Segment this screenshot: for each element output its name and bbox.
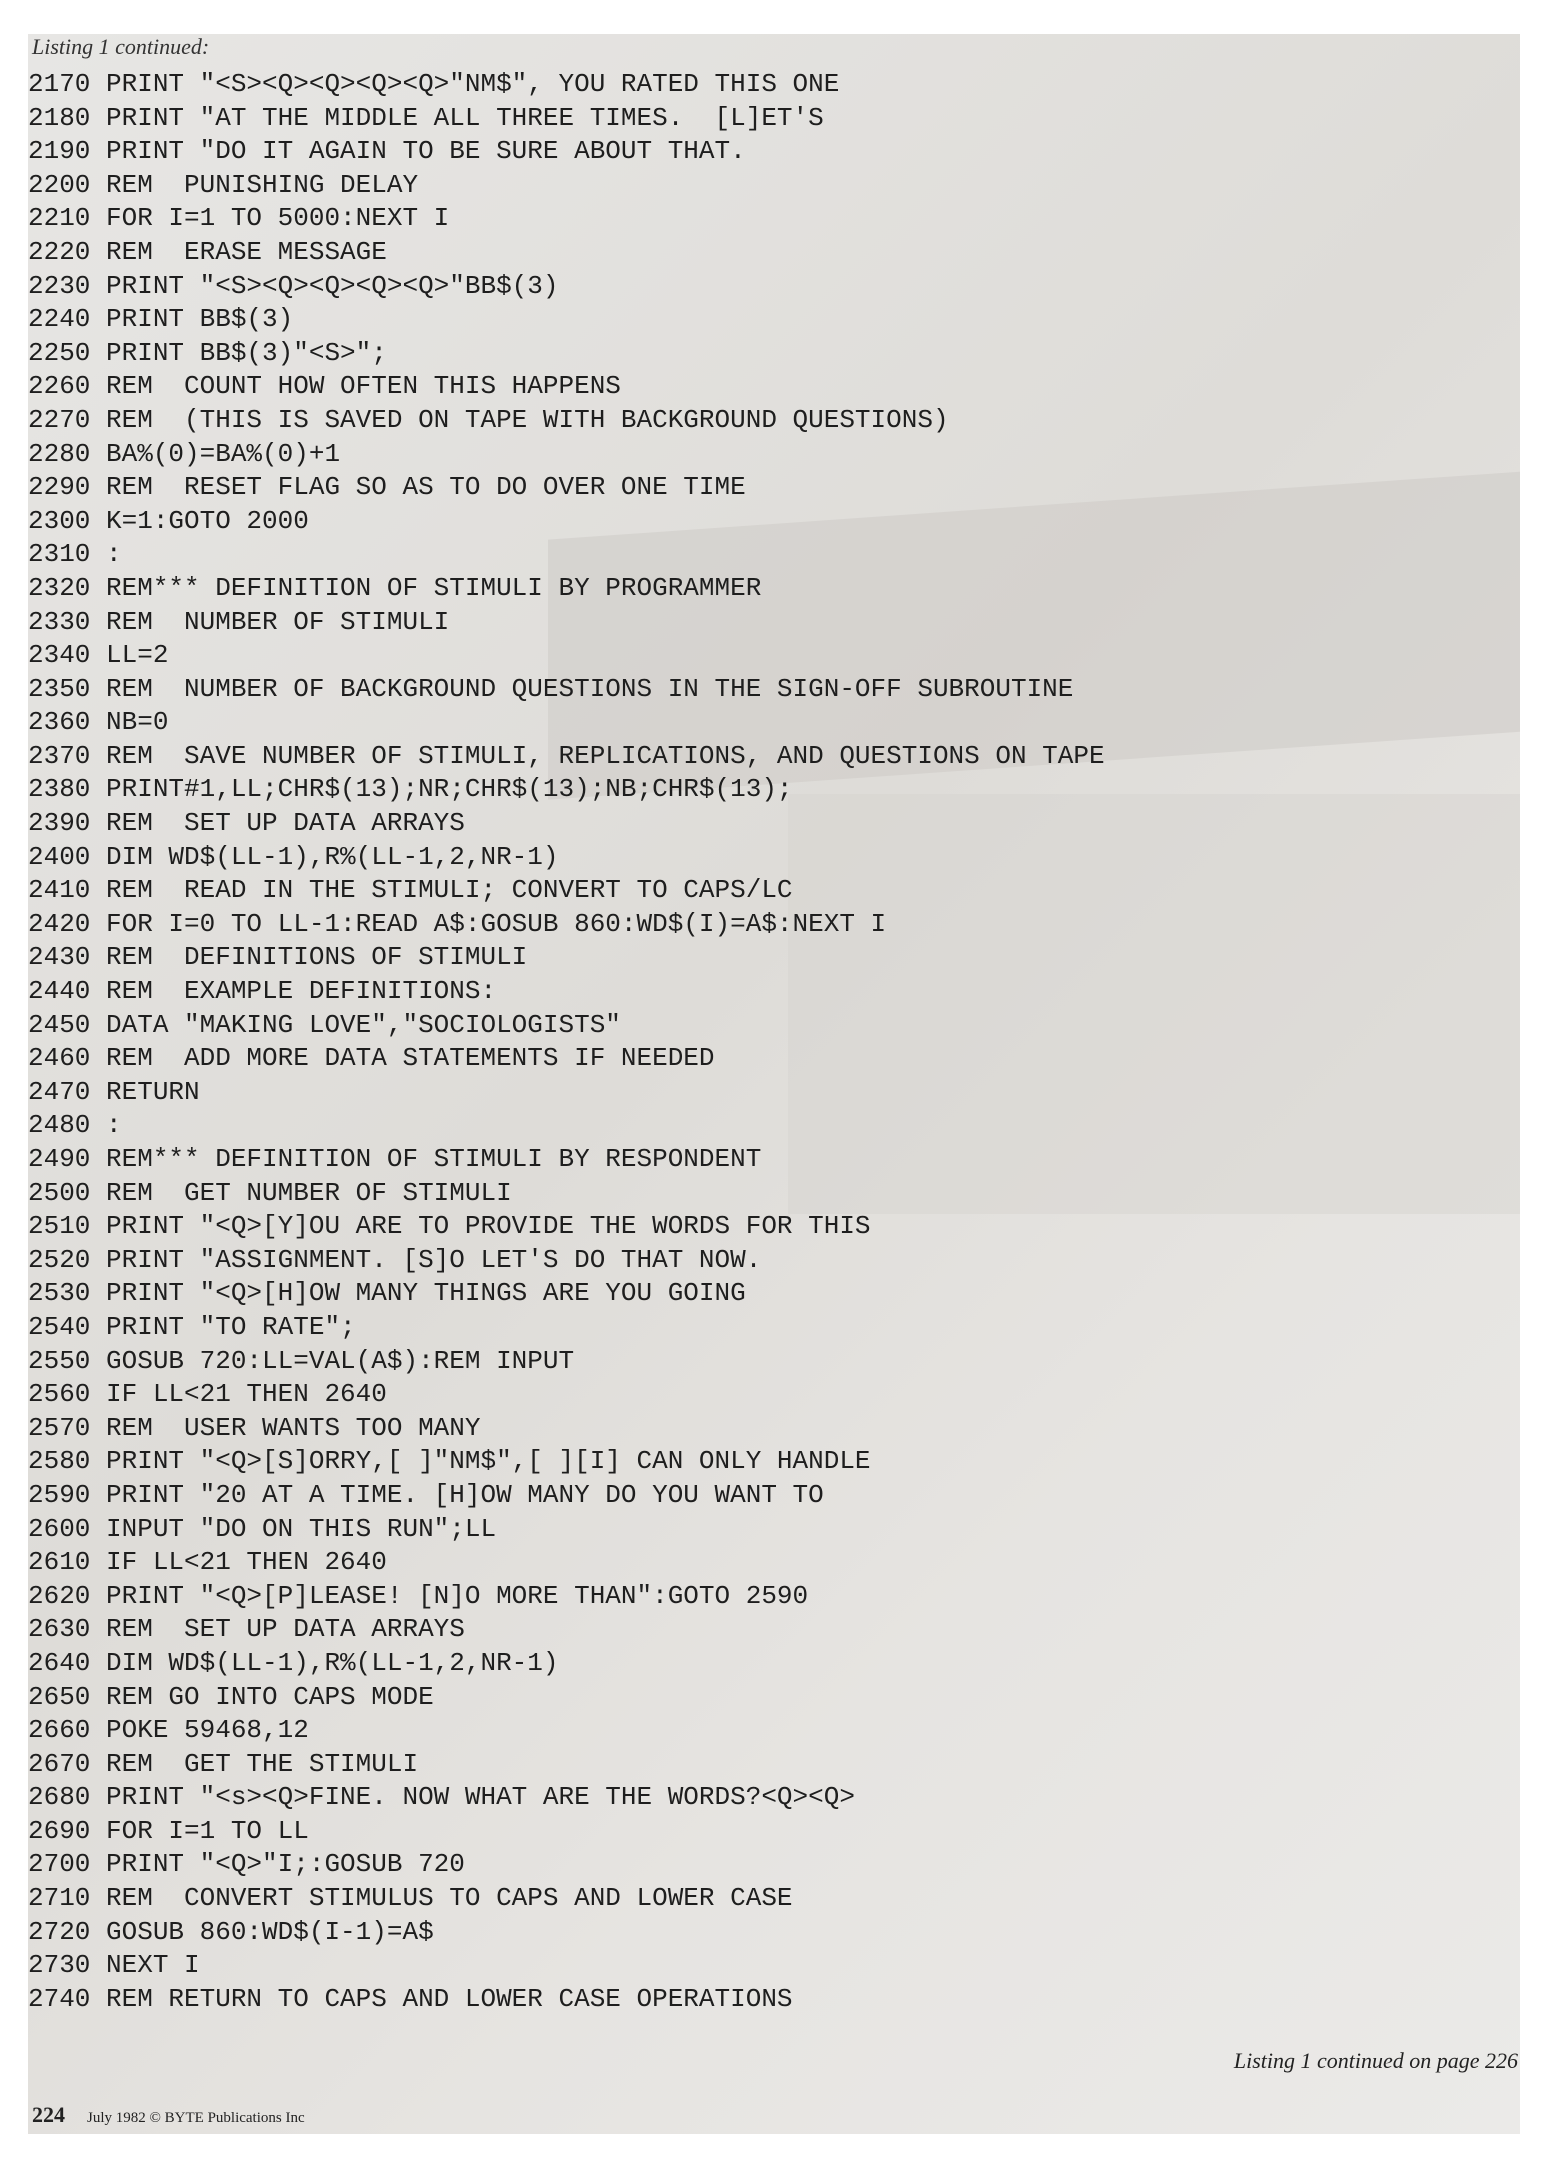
- code-line: 2460 REM ADD MORE DATA STATEMENTS IF NEEDED: [28, 1043, 715, 1074]
- code-line: 2230 PRINT "<S><Q><Q><Q><Q>"BB$(3): [28, 270, 559, 301]
- code-line: 2250 PRINT BB$(3)"<S>";: [28, 337, 387, 368]
- code-line: 2530 PRINT "<Q>[H]OW MANY THINGS ARE YOU GOING: [28, 1278, 746, 1309]
- listing-continued-header: Listing 1 continued:: [32, 34, 210, 59]
- code-line: 2180 PRINT "AT THE MIDDLE ALL THREE TIMES. [L]ET'S: [28, 102, 824, 133]
- code-line: 2590 PRINT "20 AT A TIME. [H]OW MANY DO YOU WANT TO: [28, 1479, 824, 1510]
- code-line: 2550 GOSUB 720:LL=VAL(A$):REM INPUT: [28, 1345, 575, 1376]
- code-line: 2420 FOR I=0 TO LL-1:READ A$:GOSUB 860:WD$(I)=A$:NEXT I: [28, 908, 887, 939]
- code-line: 2190 PRINT "DO IT AGAIN TO BE SURE ABOUT THAT.: [28, 136, 746, 167]
- code-line: 2380 PRINT#1,LL;CHR$(13);NR;CHR$(13);NB;CHR$(13);: [28, 774, 793, 805]
- code-line: 2660 POKE 59468,12: [28, 1715, 309, 1746]
- code-line: 2320 REM*** DEFINITION OF STIMULI BY PROGRAMMER: [28, 572, 762, 603]
- code-line: 2720 GOSUB 860:WD$(I-1)=A$: [28, 1916, 434, 1947]
- code-line: 2620 PRINT "<Q>[P]LEASE! [N]O MORE THAN":GOTO 2590: [28, 1580, 809, 1611]
- code-line: 2410 REM READ IN THE STIMULI; CONVERT TO CAPS/LC: [28, 875, 793, 906]
- code-line: 2350 REM NUMBER OF BACKGROUND QUESTIONS IN THE SIGN-OFF SUBROUTINE: [28, 673, 1074, 704]
- code-line: 2400 DIM WD$(LL-1),R%(LL-1,2,NR-1): [28, 841, 559, 872]
- code-line: 2170 PRINT "<S><Q><Q><Q><Q>"NM$", YOU RATED THIS ONE: [28, 69, 840, 99]
- publication-credit: July 1982 © BYTE Publications Inc: [87, 2110, 305, 2126]
- code-line: 2370 REM SAVE NUMBER OF STIMULI, REPLICATIONS, AND QUESTIONS ON TAPE: [28, 740, 1105, 771]
- code-line: 2280 BA%(0)=BA%(0)+1: [28, 438, 341, 469]
- code-line: 2570 REM USER WANTS TOO MANY: [28, 1412, 481, 1443]
- code-line: 2450 DATA "MAKING LOVE","SOCIOLOGISTS": [28, 1009, 621, 1040]
- code-line: 2210 FOR I=1 TO 5000:NEXT I: [28, 203, 450, 234]
- code-line: 2650 REM GO INTO CAPS MODE: [28, 1681, 434, 1712]
- code-line: 2600 INPUT "DO ON THIS RUN";LL: [28, 1513, 497, 1544]
- code-line: 2690 FOR I=1 TO LL: [28, 1815, 309, 1846]
- code-line: 2680 PRINT "<s><Q>FINE. NOW WHAT ARE THE WORDS?<Q><Q>: [28, 1782, 855, 1813]
- page-number: 224: [32, 2102, 65, 2127]
- code-line: 2270 REM (THIS IS SAVED ON TAPE WITH BACKGROUND QUESTIONS): [28, 404, 949, 435]
- basic-code-listing: [28, 68, 1105, 2016]
- code-line: 2340 LL=2: [28, 640, 169, 671]
- code-line: 2630 REM SET UP DATA ARRAYS: [28, 1614, 465, 1645]
- magazine-page: [28, 34, 1520, 2134]
- code-line: 2490 REM*** DEFINITION OF STIMULI BY RESPONDENT: [28, 1144, 762, 1174]
- code-line: 2710 REM CONVERT STIMULUS TO CAPS AND LOWER CASE: [28, 1883, 793, 1914]
- code-line: 2310 :: [28, 539, 122, 570]
- code-line: 2510 PRINT "<Q>[Y]OU ARE TO PROVIDE THE WORDS FOR THIS: [28, 1211, 871, 1242]
- code-line: 2700 PRINT "<Q>"I;:GOSUB 720: [28, 1849, 465, 1880]
- code-line: 2580 PRINT "<Q>[S]ORRY,[ ]"NM$",[ ][I] CAN ONLY HANDLE: [28, 1446, 871, 1477]
- code-line: 2240 PRINT BB$(3): [28, 304, 294, 335]
- code-line: 2470 RETURN: [28, 1076, 200, 1107]
- code-line: 2330 REM NUMBER OF STIMULI: [28, 606, 450, 637]
- code-line: 2500 REM GET NUMBER OF STIMULI: [28, 1177, 512, 1208]
- code-line: 2290 REM RESET FLAG SO AS TO DO OVER ONE TIME: [28, 472, 746, 503]
- code-line: 2670 REM GET THE STIMULI: [28, 1748, 419, 1779]
- code-line: 2360 NB=0: [28, 707, 169, 738]
- code-line: 2200 REM PUNISHING DELAY: [28, 169, 419, 200]
- code-line: 2300 K=1:GOTO 2000: [28, 505, 309, 536]
- code-line: 2390 REM SET UP DATA ARRAYS: [28, 808, 465, 839]
- code-line: 2740 REM RETURN TO CAPS AND LOWER CASE OPERATIONS: [28, 1983, 793, 2014]
- code-line: 2610 IF LL<21 THEN 2640: [28, 1547, 387, 1578]
- code-line: 2730 NEXT I: [28, 1950, 200, 1981]
- code-line: 2220 REM ERASE MESSAGE: [28, 236, 387, 267]
- code-line: 2480 :: [28, 1110, 122, 1141]
- page-folio: [32, 2102, 305, 2128]
- code-line: 2260 REM COUNT HOW OFTEN THIS HAPPENS: [28, 371, 621, 402]
- code-line: 2640 DIM WD$(LL-1),R%(LL-1,2,NR-1): [28, 1647, 559, 1678]
- code-line: 2430 REM DEFINITIONS OF STIMULI: [28, 942, 528, 973]
- listing-continued-footer-note: Listing 1 continued on page 226: [1233, 2048, 1518, 2073]
- code-line: 2540 PRINT "TO RATE";: [28, 1311, 356, 1342]
- code-line: 2560 IF LL<21 THEN 2640: [28, 1379, 387, 1410]
- code-line: 2440 REM EXAMPLE DEFINITIONS:: [28, 976, 497, 1007]
- code-line: 2520 PRINT "ASSIGNMENT. [S]O LET'S DO THAT NOW.: [28, 1244, 762, 1275]
